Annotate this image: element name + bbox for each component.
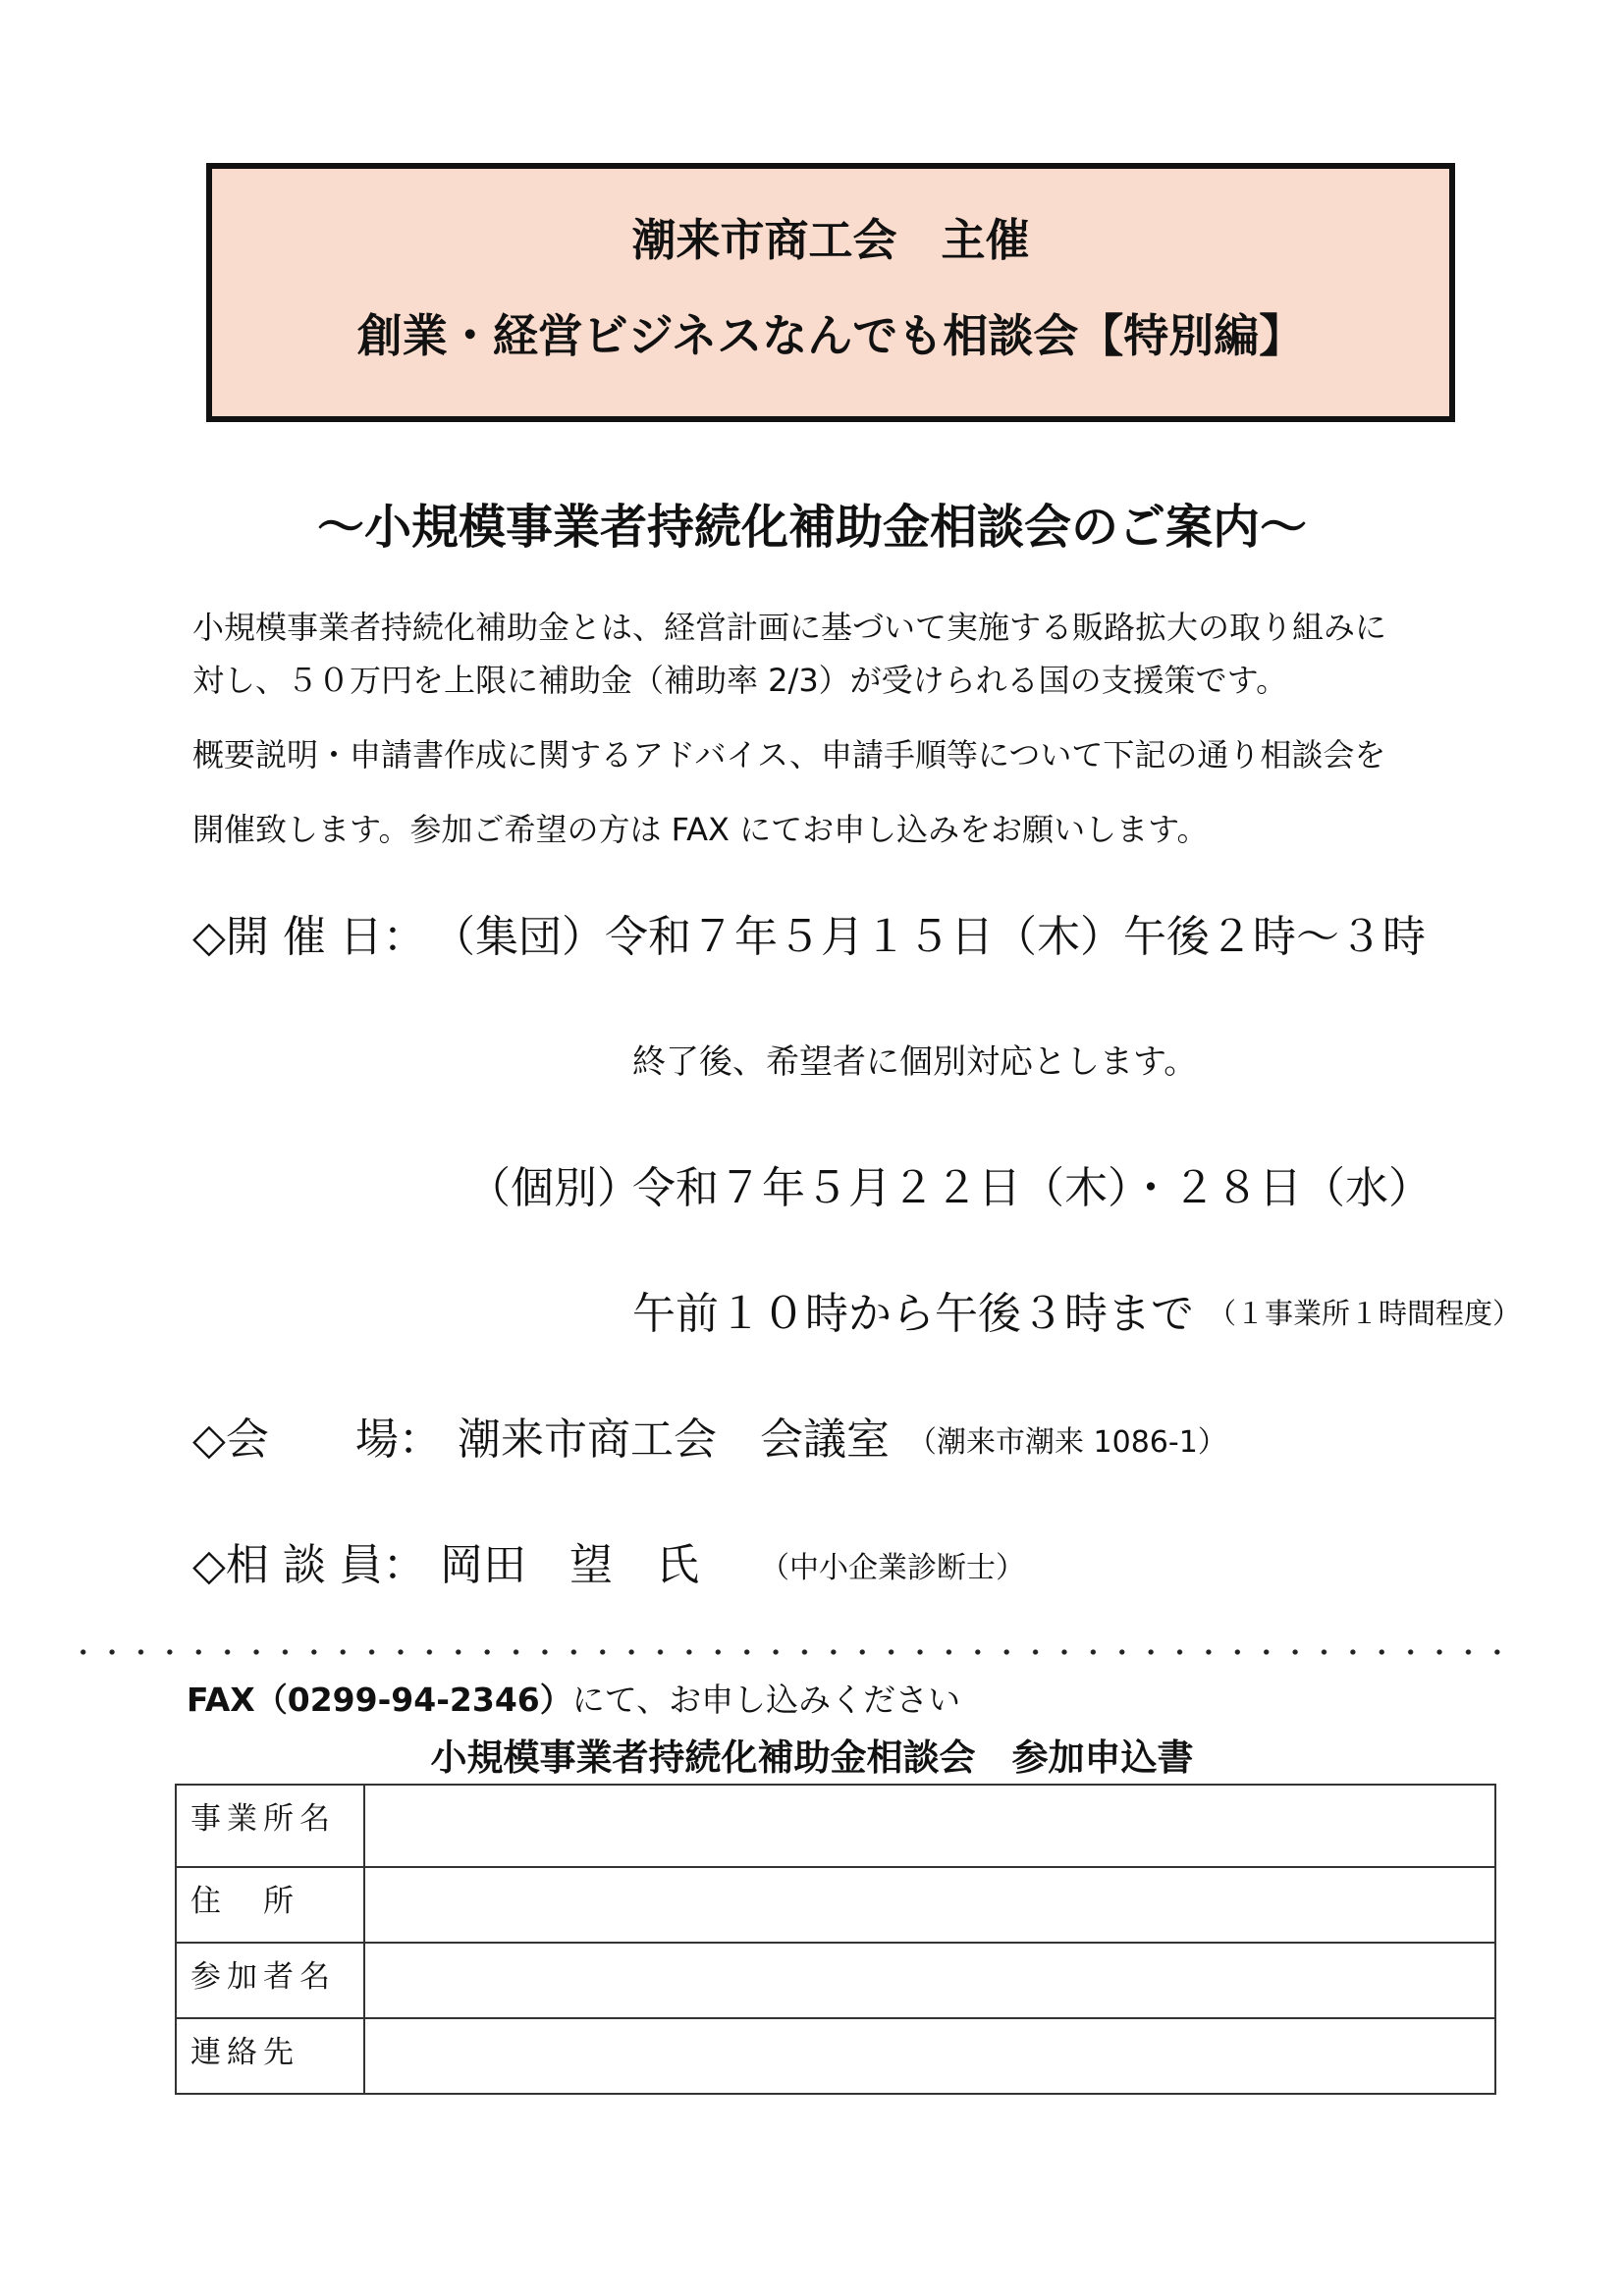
field-input-address[interactable] [364,1867,1495,1943]
venue-label: ◇会 場： [192,1415,442,1465]
field-input-business[interactable] [364,1785,1495,1867]
date-label: ◇開 催 日： [192,912,426,962]
fax-instruction-text: にて、お申し込みください [571,1681,961,1719]
cut-line [69,1649,1512,1655]
intro-line-1: 小規模事業者持続化補助金とは、経営計画に基づいて実施する販路拡大の取り組みに [192,609,1387,646]
field-label-contact: 連絡先 [176,2018,364,2094]
field-label-participant: 参加者名 [176,1943,364,2018]
event-title: 創業・経営ビジネスなんでも相談会【特別編】 [356,309,1305,362]
venue-address: （潮来市潮来 1086-1） [907,1425,1227,1460]
individual-note: （１事業所１時間程度） [1208,1297,1522,1330]
individual-date: 令和７年５月２２日（木）・２８日（水） [632,1163,1432,1213]
form-title: 小規模事業者持続化補助金相談会 参加申込書 [430,1736,1194,1779]
individual-time: 午前１０時から午後３時まで [632,1289,1194,1339]
form-row [176,2018,1495,2094]
host-line: 潮来市商工会 主催 [631,214,1030,266]
field-input-contact[interactable] [364,2018,1495,2094]
form-row [176,1943,1495,2018]
fax-number: FAX（0299-94-2346） [187,1681,572,1719]
venue-name: 潮来市商工会 会議室 [458,1415,890,1465]
group-tag: （集団） [432,912,605,962]
advisor-name: 岡田 望 氏 [440,1540,699,1590]
title-box [206,163,1455,422]
intro-line-4: 開催致します。参加ご希望の方は FAX にてお申し込みをお願いします。 [192,811,1209,848]
group-date: 令和７年５月１５日（木）午後２時～３時 [605,912,1426,962]
application-form [175,1784,1496,2095]
individual-tag: （個別） [467,1163,640,1213]
form-row [176,1785,1495,1867]
advisor-label: ◇相 談 員： [192,1540,426,1590]
field-label-business: 事業所名 [176,1785,364,1867]
intro-line-2: 対し、５０万円を上限に補助金（補助率 2/3）が受けられる国の支援策です。 [192,662,1288,699]
advisor-title: （中小企業診断士） [760,1551,1025,1585]
field-input-participant[interactable] [364,1943,1495,2018]
form-row [176,1867,1495,1943]
group-after-note: 終了後、希望者に個別対応とします。 [632,1042,1198,1082]
intro-line-3: 概要説明・申請書作成に関するアドバイス、申請手順等について下記の通り相談会を [192,736,1386,774]
page-subtitle: ～小規模事業者持続化補助金相談会のご案内～ [316,500,1307,555]
field-label-address: 住 所 [176,1867,364,1943]
fax-instruction [187,1675,960,1721]
